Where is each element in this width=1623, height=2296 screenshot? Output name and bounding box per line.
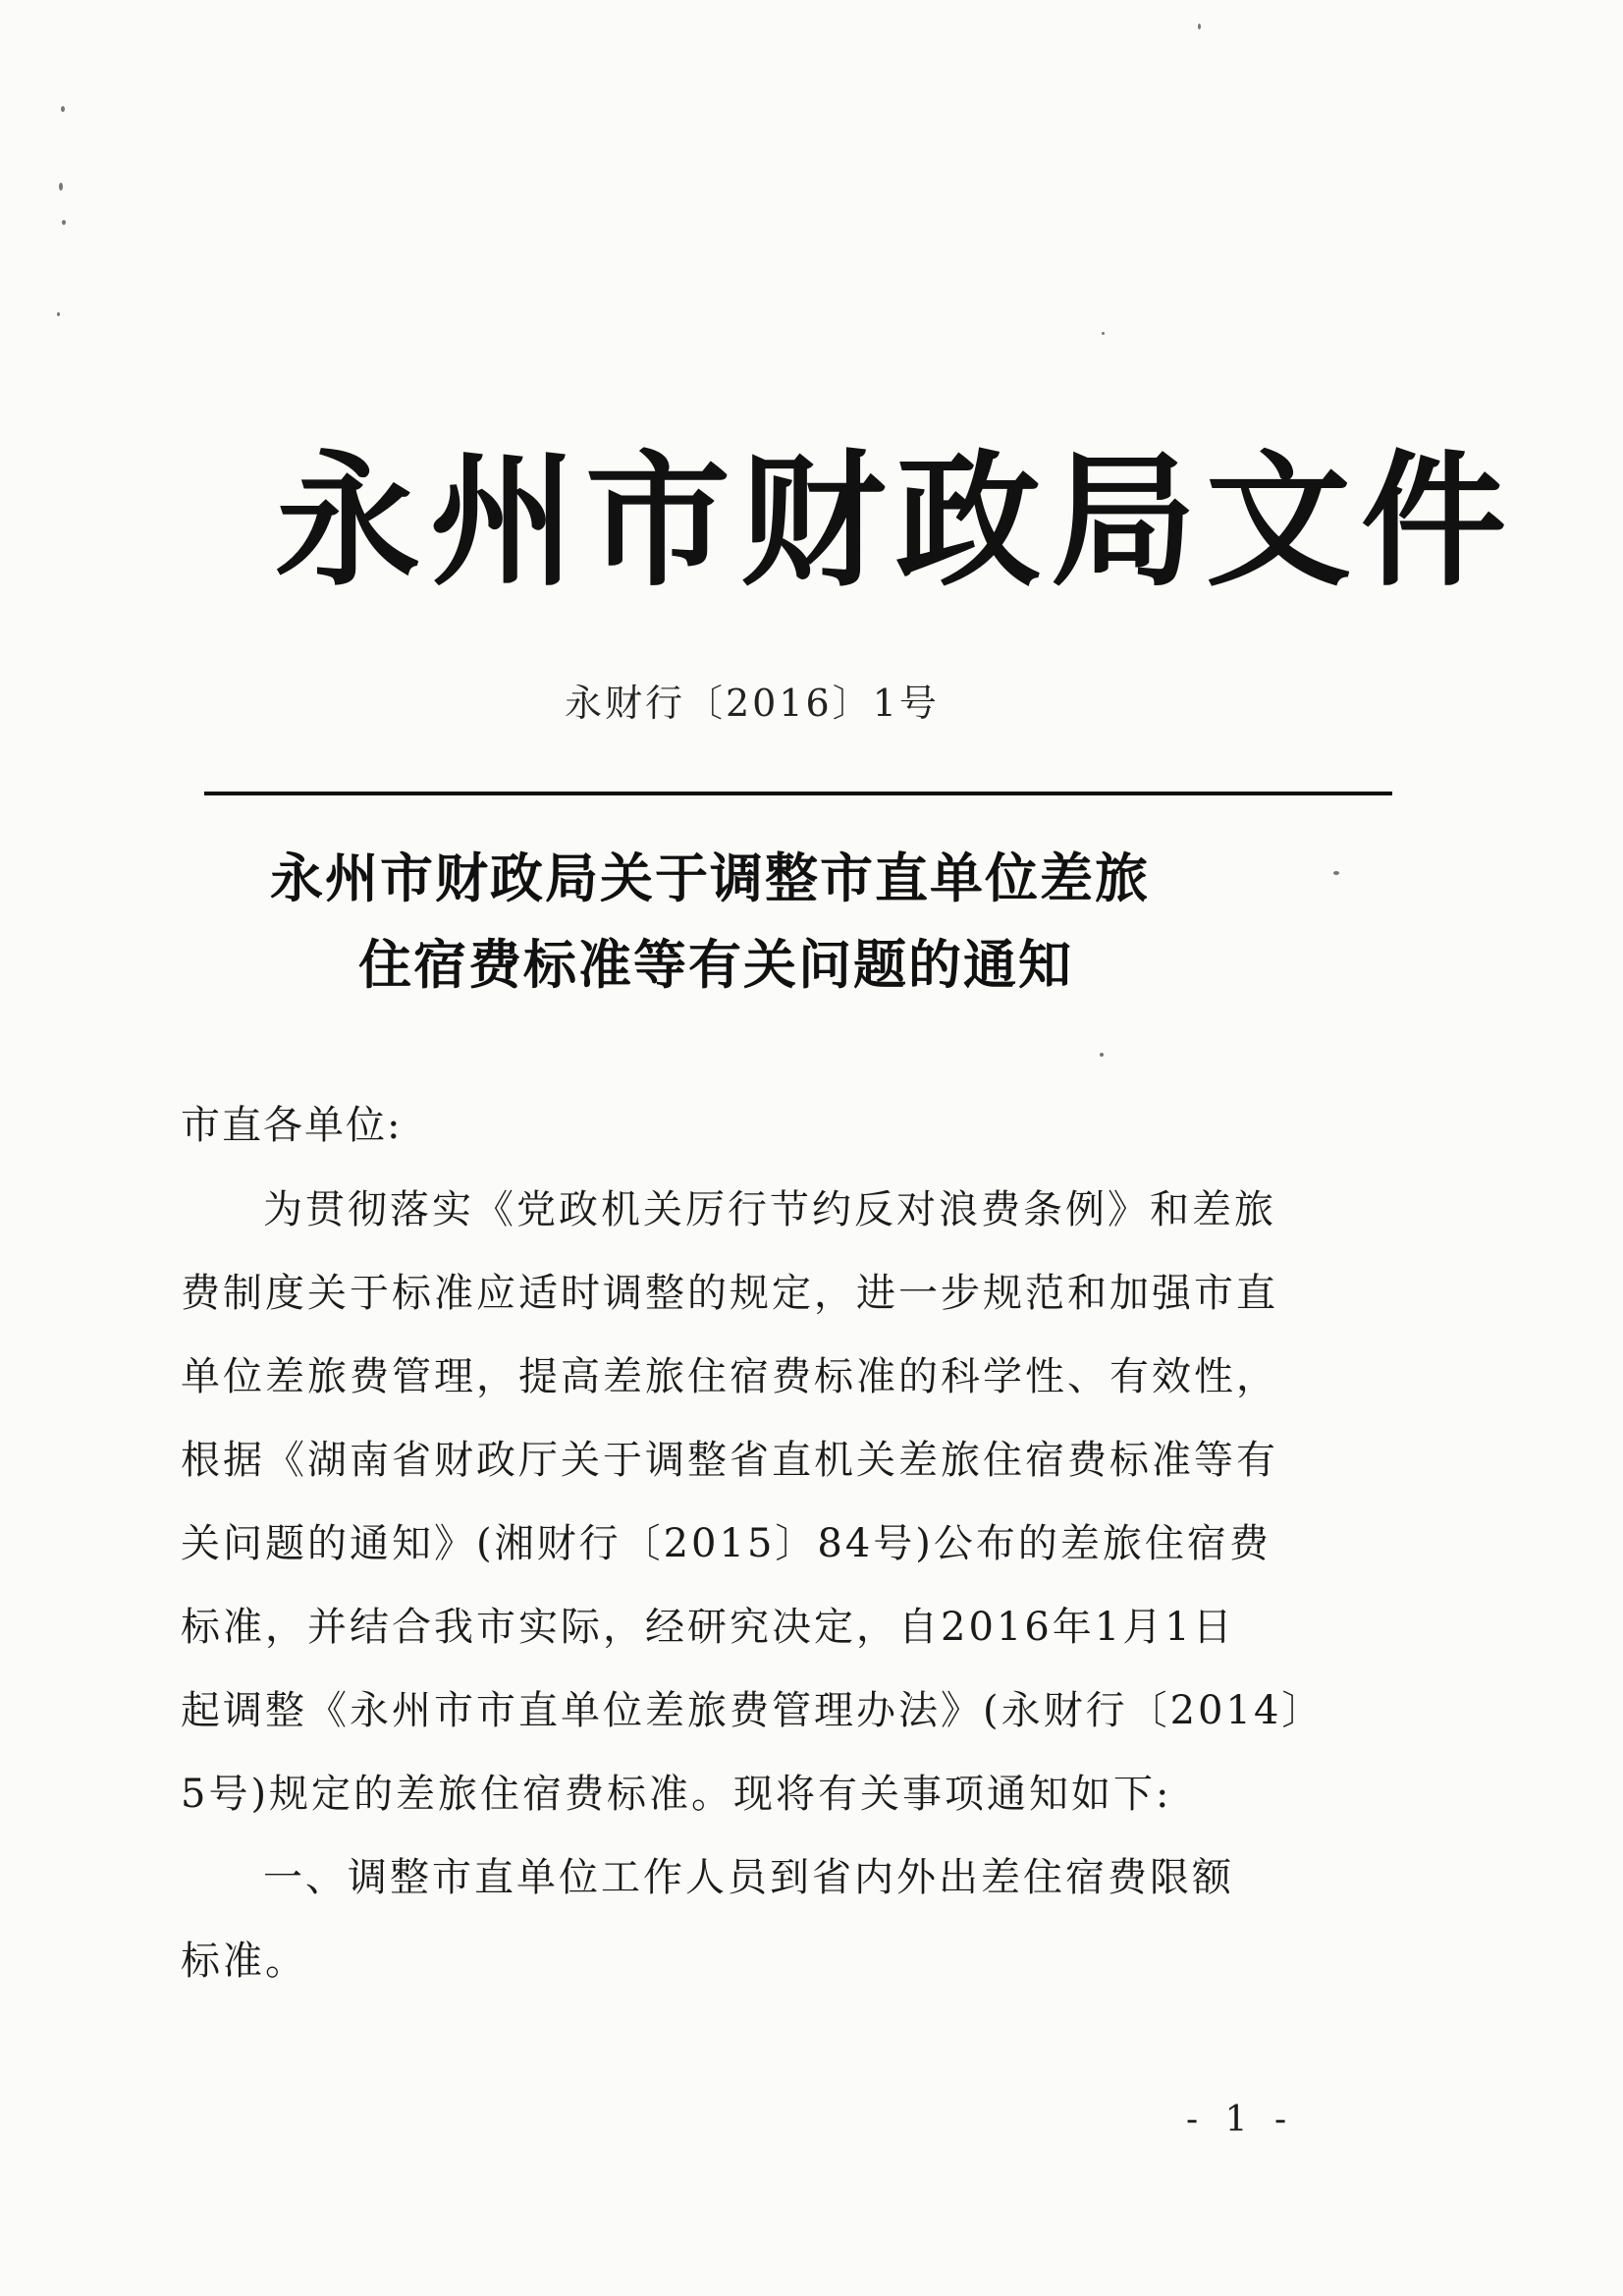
body-line-10: 标准。 <box>181 1939 307 1984</box>
notice-title-line-2: 住宿费标准等有关问题的通知 <box>358 934 1073 996</box>
body-line-3: 单位差旅费管理，提高差旅住宿费标准的科学性、有效性， <box>181 1354 1278 1399</box>
body-line-7: 起调整《永州市市直单位差旅费管理办法》(永财行〔2014〕 <box>181 1688 1325 1733</box>
header-divider <box>204 792 1392 795</box>
scan-speck <box>1100 1053 1104 1057</box>
scan-speck <box>59 183 63 191</box>
scan-speck <box>1102 332 1105 335</box>
page-number: - 1 - <box>1186 2100 1295 2140</box>
document-number: 永财行〔2016〕1号 <box>565 682 940 725</box>
body-line-9: 一、调整市直单位工作人员到省内外出差住宿费限额 <box>263 1855 1234 1900</box>
scan-speck <box>61 106 65 112</box>
body-line-6: 标准，并结合我市实际，经研究决定，自2016年1月1日 <box>181 1605 1235 1650</box>
scan-speck <box>1333 871 1339 875</box>
scan-speck <box>57 312 60 316</box>
body-line-2: 费制度关于标准应适时调整的规定，进一步规范和加强市直 <box>181 1271 1278 1316</box>
document-header-title: 永州市财政局文件 <box>275 435 1516 606</box>
body-line-8: 5号)规定的差旅住宿费标准。现将有关事项通知如下: <box>181 1772 1172 1817</box>
scan-speck <box>62 220 66 225</box>
notice-title-line-1: 永州市财政局关于调整市直单位差旅 <box>270 847 1150 909</box>
body-line-5: 关问题的通知》(湘财行〔2015〕84号)公布的差旅住宿费 <box>181 1521 1271 1566</box>
scan-speck <box>1198 24 1201 29</box>
body-line-4: 根据《湖南省财政厅关于调整省直机关差旅住宿费标准等有 <box>181 1438 1278 1483</box>
salutation: 市直各单位: <box>181 1103 403 1148</box>
body-line-1: 为贯彻落实《党政机关厉行节约反对浪费条例》和差旅 <box>263 1187 1276 1232</box>
